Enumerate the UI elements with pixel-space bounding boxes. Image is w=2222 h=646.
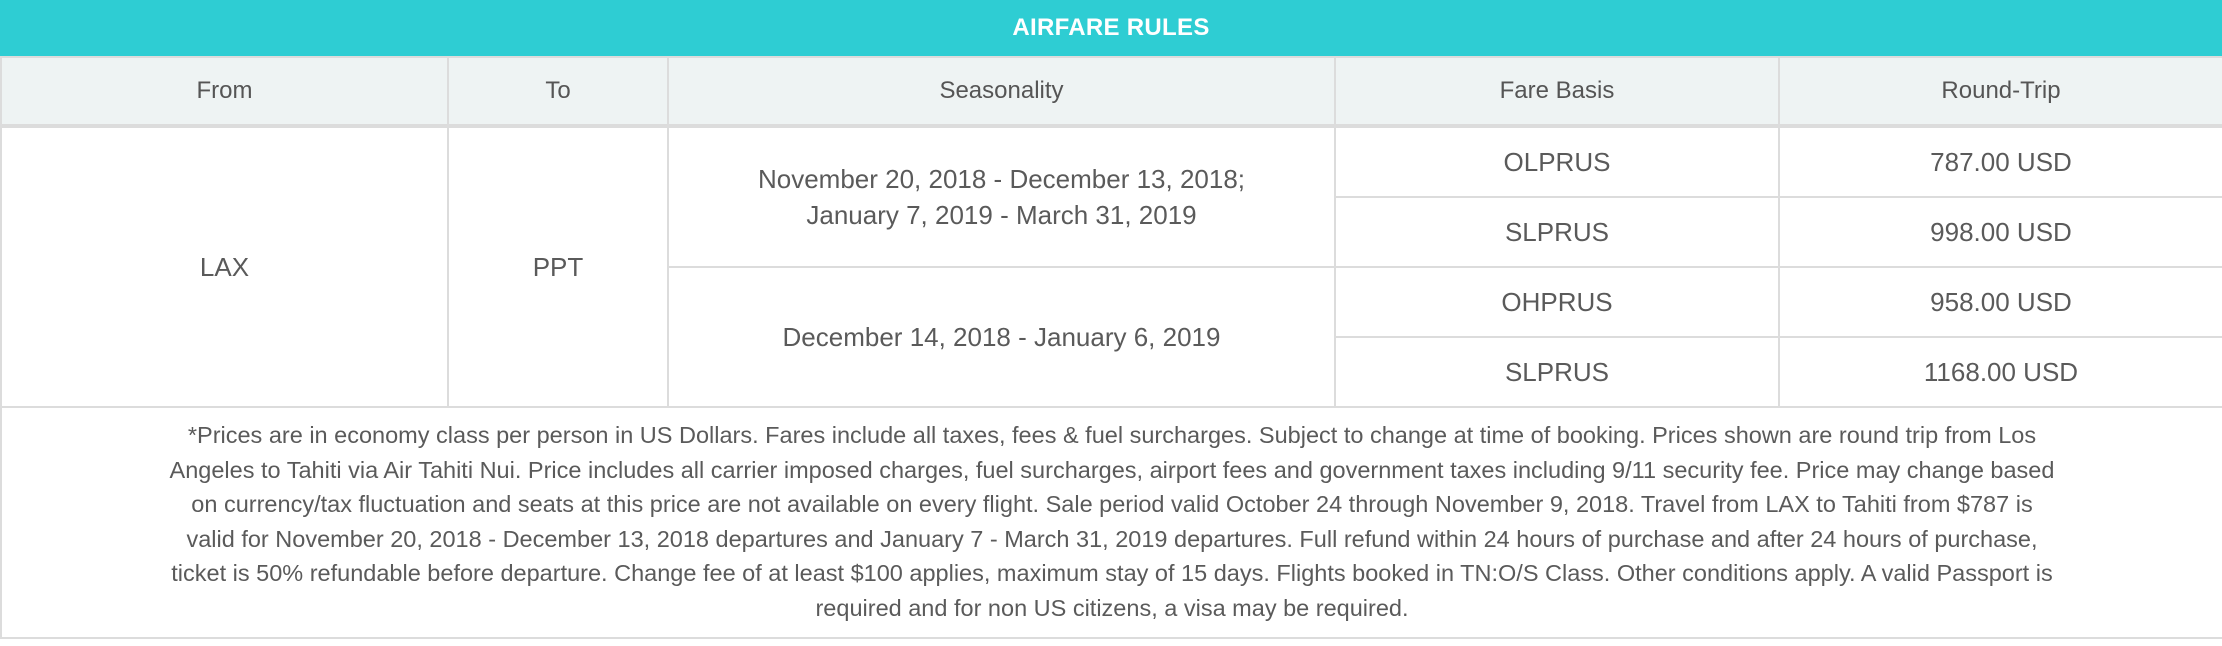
footnote-line: ticket is 50% refundable before departure. Change fee of at least $100 applies, maximum stay of 15 days. Flights booked in TN:O/S Class. Other conditions apply. A valid Passport is bbox=[171, 560, 2053, 586]
fare-basis-cell: SLPRUS bbox=[1335, 197, 1779, 267]
origin-cell: LAX bbox=[1, 126, 448, 407]
round-trip-price-cell: 787.00 USD bbox=[1779, 126, 2222, 197]
column-header-from: From bbox=[1, 57, 448, 126]
seasonality-cell bbox=[668, 267, 1335, 407]
footnote-line: valid for November 20, 2018 - December 13, 2018 departures and January 7 - March 31, 2019 departures. Full refund within 24 hours of purchase and after 24 hours of purchase, bbox=[186, 525, 2038, 552]
seasonality-dates-line: January 7, 2019 - March 31, 2019 bbox=[806, 200, 1197, 230]
footnote-row bbox=[1, 407, 2222, 638]
footnote-line: Angeles to Tahiti via Air Tahiti Nui. Price includes all carrier imposed charges, fuel surcharges, airport fees and government taxes including 9/11 security fee. Price may change based bbox=[169, 456, 2055, 483]
round-trip-price-cell: 958.00 USD bbox=[1779, 267, 2222, 337]
fare-basis-cell: OHPRUS bbox=[1335, 267, 1779, 337]
column-header-row bbox=[1, 57, 2222, 126]
fare-basis-cell: SLPRUS bbox=[1335, 337, 1779, 407]
fare-basis-cell: OLPRUS bbox=[1335, 126, 1779, 197]
table-title: AIRFARE RULES bbox=[0, 0, 2222, 56]
fare-disclaimer-footnote bbox=[1, 407, 2222, 638]
seasonality-dates-line: November 20, 2018 - December 13, 2018; bbox=[757, 164, 1246, 194]
round-trip-price-cell: 998.00 USD bbox=[1779, 197, 2222, 267]
destination-cell: PPT bbox=[448, 126, 668, 407]
column-header-round-trip: Round-Trip bbox=[1779, 57, 2222, 126]
footnote-line: required and for non US citizens, a visa may be required. bbox=[815, 594, 1409, 621]
footnote-line: *Prices are in economy class per person in US Dollars. Fares include all taxes, fees & fuel surcharges. Subject to change at time of booking. Prices shown are round trip from Los bbox=[187, 422, 2037, 448]
seasonality-cell bbox=[668, 126, 1335, 267]
footnote-line: on currency/tax fluctuation and seats at this price are not available on every flight. Sale period valid October 24 through November 9, 2018. Travel from LAX to Tahiti from $787 is bbox=[191, 491, 2033, 517]
column-header-fare-basis: Fare Basis bbox=[1335, 57, 1779, 126]
table-row bbox=[1, 126, 2222, 197]
airfare-rules-table bbox=[0, 56, 2222, 639]
round-trip-price-cell: 1168.00 USD bbox=[1779, 337, 2222, 407]
column-header-seasonality: Seasonality bbox=[668, 57, 1335, 126]
column-header-to: To bbox=[448, 57, 668, 126]
seasonality-dates-line: December 14, 2018 - January 6, 2019 bbox=[782, 322, 1221, 352]
